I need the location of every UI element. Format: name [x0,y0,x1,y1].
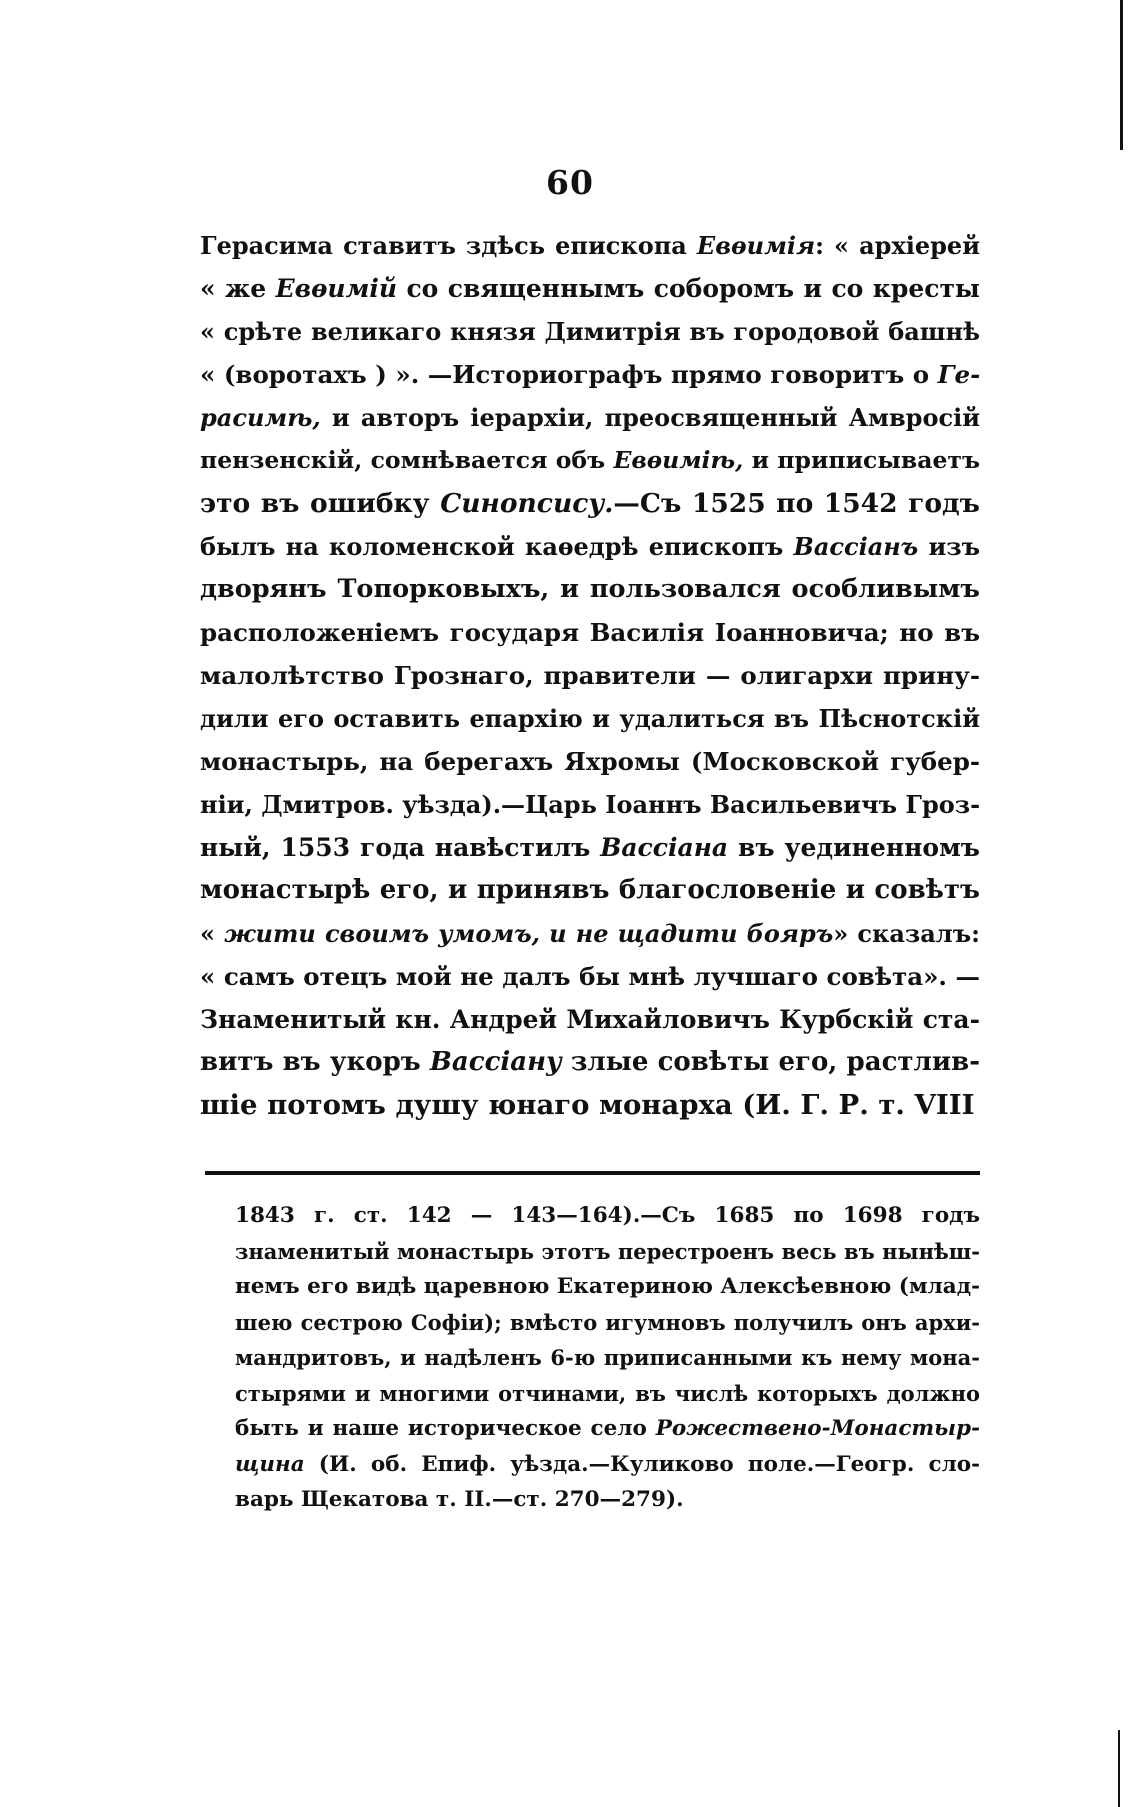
footnote-line: варь Щекатова т. II.—ст. 270—279). [235,1487,684,1512]
text-line: дили его оставить епархію и удалиться въ Пѣснотскій [200,704,980,733]
text-line: витъ въ укоръ Вассіану злые совѣты его, растлив- [200,1047,980,1077]
scan-edge-line [1120,0,1123,150]
footnote-text [235,1198,980,1518]
page-number: 60 [546,163,594,202]
footnote-line: знаменитый монастырь этотъ перестроенъ весь въ нынѣш- [235,1238,980,1264]
text-line: шіе потомъ душу юнаго монарха (И. Г. Р. т. VIII [200,1089,975,1121]
text-line: ный, 1553 года навѣстилъ Вассіана въ уединенномъ [200,833,980,862]
footnote-divider [205,1171,980,1175]
text-line: малолѣтство Грознаго, правители — олигархи прину- [200,661,980,690]
text-line: ніи, Дмитров. уѣзда).—Царь Іоаннъ Васильевичъ Гроз- [200,790,981,819]
text-line: пензенскій, сомнѣвается объ Евѳиміѣ, и приписываетъ [200,446,980,474]
text-line: « срѣте великаго князя Димитрія въ городовой башнѣ [200,317,980,346]
text-line: « самъ отецъ мой не далъ бы мнѣ лучшаго совѣта». — [200,962,980,991]
text-line: монастырь, на берегахъ Яхромы (Московской губер- [200,747,980,776]
text-line: Знаменитый кн. Андрей Михайловичъ Курбскій ста- [200,1005,980,1034]
text-line: расположеніемъ государя Василія Іоанновича; но въ [200,618,980,647]
text-line: расимѣ, и авторъ іерархіи, преосвященный Амвросій [200,403,980,432]
text-line: былъ на коломенской каѳедрѣ епископъ Вассіанъ изъ [200,532,980,561]
footnote-line: стырями и многими отчинами, въ числѣ которыхъ должно [235,1380,980,1406]
footnote-line: быть и наше историческое село Рожествено-Монастыр- [235,1416,980,1441]
main-text [200,224,980,1127]
text-line: монастырѣ его, и принявъ благословеніе и совѣтъ [200,875,980,905]
text-line: Герасима ставитъ здѣсь епископа Евѳимія: « архіерей [200,231,981,260]
text-line: дворянъ Топорковыхъ, и пользовался особливымъ [200,574,980,604]
footnote-line: немъ его видѣ царевною Екатериною Алексѣевною (млад- [235,1274,980,1299]
text-line: « же Евѳимій со священнымъ соборомъ и со кресты [200,274,980,303]
text-line: « (воротахъ ) ». —Историографъ прямо говоритъ о Ге- [200,360,981,389]
footnote-line: шею сестрою Софіи); вмѣсто игумновъ получилъ онъ архи- [235,1309,980,1335]
footnote-line: мандритовъ, и надѣленъ 6-ю приписанными къ нему мона- [235,1345,980,1370]
footnote-line: 1843 г. ст. 142 — 143—164).—Съ 1685 по 1698 годъ [235,1203,980,1228]
scan-edge-line [1118,1730,1120,1807]
text-line: это въ ошибку Синопсису.—Съ 1525 по 1542 годъ [200,488,980,519]
text-line: « жити своимъ умомъ, и не щадити бояръ» сказалъ: [200,919,980,948]
footnote-line: щина (И. об. Епиф. уѣзда.—Куликово поле.—Геогр. сло- [235,1451,980,1477]
